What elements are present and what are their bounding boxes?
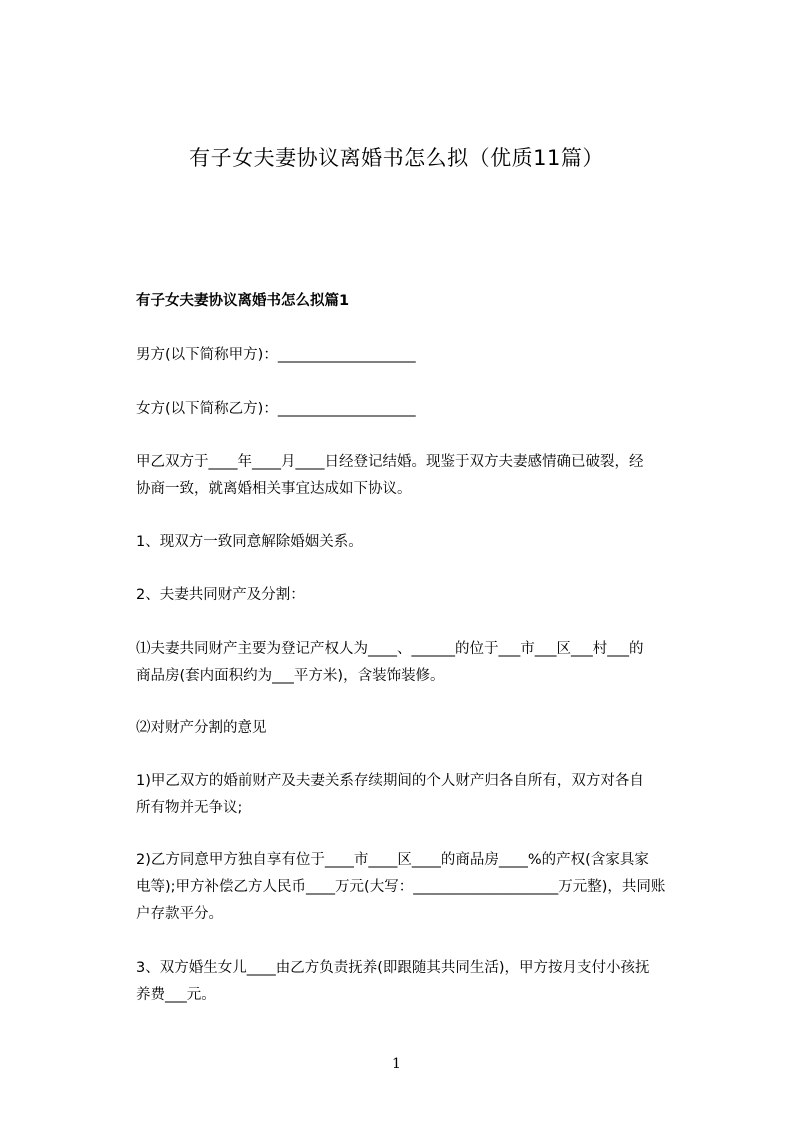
paragraph-line: 女方(以下简称乙方)：___________________ [136,401,416,417]
paragraph-clause-2 [136,582,720,609]
paragraph-line: 2)乙方同意甲方独自享有位于____市____区____的商品房____%的产权(含家具家 [136,852,649,868]
paragraph-child-custody [136,955,720,1009]
paragraph-line: 1)甲乙双方的婚前财产及夫妻关系存续期间的个人财产归各自所有，双方对各自 [136,773,644,789]
section-heading: 有子女夫妻协议离婚书怎么拟篇1 [136,293,350,309]
paragraph-line: 所有物并无争议; [136,800,243,816]
paragraph-line: 男方(以下简称甲方)：___________________ [136,347,416,363]
paragraph-division-opinion [136,715,720,742]
paragraph-line: ⑴夫妻共同财产主要为登记产权人为____、______的位于___市___区___村___的 [136,641,644,657]
paragraph-line: 电等);甲方补偿乙方人民币____万元(大写：____________________万元整)，共同账 [136,879,666,895]
paragraph-line: 户存款平分。 [136,906,223,922]
paragraph-clause-1 [136,529,720,556]
paragraph-joint-property [136,636,720,690]
paragraph-line: 协商一致，就离婚相关事宜达成如下协议。 [136,481,412,497]
paragraph-premarital-property [136,768,720,822]
page-number: 1 [392,1056,401,1072]
paragraph-line: 2、夫妻共同财产及分割： [136,587,305,603]
paragraph-line: ⑵对财产分割的意见 [136,720,267,736]
document-title: 有子女夫妻协议离婚书怎么拟（优质11篇） [189,146,604,170]
paragraph-line: 甲乙双方于____年____月____日经登记结婚。现鉴于双方夫妻感情确已破裂，经 [136,454,644,470]
paragraph-line: 养费___元。 [136,987,216,1003]
paragraph-wife [136,396,720,423]
paragraph-line: 商品房(套内面积约为___平方米)，含装饰装修。 [136,668,445,684]
paragraph-husband [136,342,720,369]
paragraph-line: 1、现双方一致同意解除婚姻关系。 [136,534,363,550]
paragraph-marriage-info [136,449,720,503]
paragraph-house-ownership [136,847,720,928]
paragraph-line: 3、双方婚生女儿____由乙方负责抚养(即跟随其共同生活)，甲方按月支付小孩抚 [136,960,650,976]
